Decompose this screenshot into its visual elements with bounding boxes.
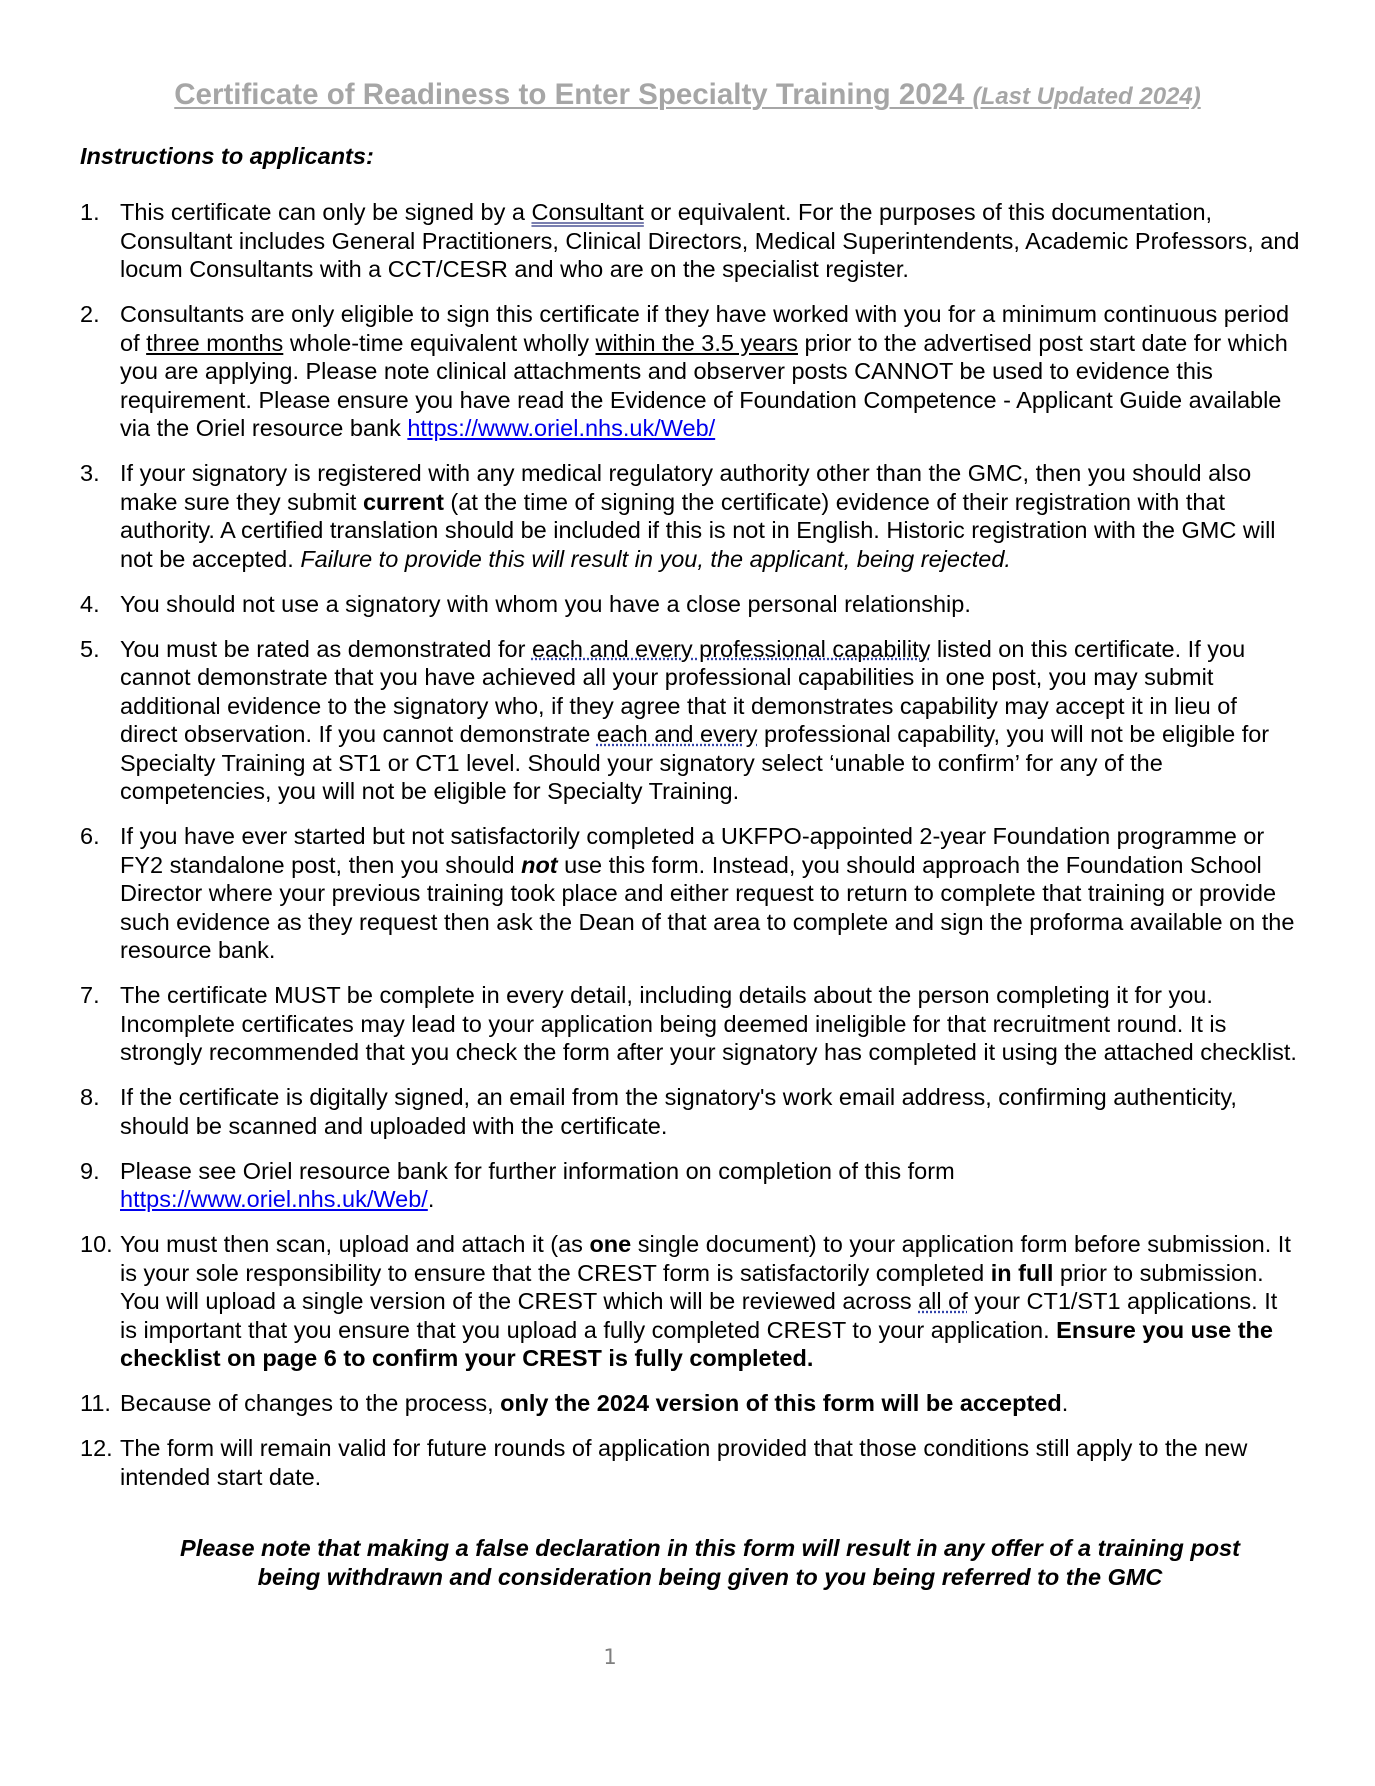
item-text: You must then scan, upload and attach it (as: [120, 1231, 590, 1257]
item-number: 2.: [80, 301, 100, 327]
item-text-underlined: each and every professional capability: [531, 635, 931, 662]
item-text: whole-time equivalent wholly: [283, 329, 596, 356]
item-text: your CT1/ST1 applications. It is important that you ensure that you upload a fully completed CREST to your application.: [120, 1288, 1278, 1343]
item-text: or equivalent. For the purposes of this documentation, Consultant includes General Practitioners, Clinical Directors, Medical Superintendents, Academic Professors, and locum Consultants with a CCT/CESR and who are on the specialist register.: [120, 199, 1300, 282]
item-text-bold-italic: not: [521, 851, 558, 878]
item-text: listed on this certificate. If you cannot demonstrate that you have achieved all your professional capabilities in one post, you may submit additional evidence to the signatory who, if they agree that it demonstrates capability may accept it in lieu of direct observation. If you cannot demonstrate: [120, 635, 1246, 747]
title-main: Certificate of Readiness to Enter Specialty Training 2024: [174, 78, 965, 111]
oriel-resource-link[interactable]: https://www.oriel.nhs.uk/Web/: [407, 415, 716, 441]
item-text-underlined: three months: [146, 329, 284, 356]
item-number: 10.: [80, 1231, 113, 1257]
item-number: 8.: [80, 1084, 100, 1110]
item-text: If the certificate is digitally signed, an email from the signatory's work email address, confirming authenticity, should be scanned and uploaded with the certificate.: [120, 1084, 1237, 1139]
list-item-9: [80, 1157, 1300, 1214]
item-text: This certificate can only be signed by a: [120, 199, 532, 225]
document-title: [0, 78, 1375, 112]
item-number: 1.: [80, 199, 100, 225]
item-text: The certificate MUST be complete in every detail, including details about the person completing it for you. Incomplete certificates may lead to your application being deemed ineligible for that recruitment round. It is strongly recommended that you check the form after your signatory has completed it using the attached checklist.: [120, 982, 1297, 1065]
item-text-bold: Ensure you use the checklist on page 6 to confirm your CREST is fully completed: [120, 1316, 1273, 1371]
list-item-6: [80, 822, 1300, 965]
item-text: If you have ever started but not satisfactorily completed a UKFPO-appointed 2-year Foundation programme or FY2 standalone post, then you should: [120, 823, 1265, 878]
list-item-10: [80, 1230, 1300, 1373]
warning-line: Please note that making a false declaration in this form will result in any offer of a training post: [180, 1535, 1240, 1561]
item-number: 9.: [80, 1157, 100, 1184]
item-text: prior to the advertised post start date for which you are applying. Please note clinical attachments and observer posts CANNOT be used to evidence this requirement. Please ensure you have read the Evidence of Foundation Competence - Applicant Guide available via the Oriel resource bank: [120, 329, 1288, 441]
item-text: If your signatory is registered with any medical regulatory authority other than the GMC, then you should also make sure they submit: [120, 460, 1252, 515]
false-declaration-warning: [80, 1534, 1340, 1592]
item-text-bold: current: [362, 488, 444, 515]
item-number: 4.: [80, 590, 100, 617]
item-text-bold: in full: [990, 1259, 1054, 1286]
item-text-underlined: Consultant: [531, 199, 644, 225]
list-item-1: [80, 198, 1300, 284]
item-text-underlined: all of: [918, 1288, 968, 1314]
item-text-italic: Failure to provide this will result in you, the applicant, being rejected.: [300, 545, 1011, 572]
item-text: Consultants are only eligible to sign this certificate if they have worked with you for a minimum continuous period of: [120, 301, 1290, 356]
oriel-resource-link[interactable]: https://www.oriel.nhs.uk/Web/: [120, 1186, 428, 1212]
item-number: 5.: [80, 635, 100, 662]
list-item-3: [80, 459, 1300, 573]
item-text: .: [427, 1186, 435, 1212]
list-item-2: [80, 300, 1300, 443]
item-number: 6.: [80, 823, 100, 849]
item-text: (at the time of signing the certificate) evidence of their registration with that authority. A certified translation should be included if this is not in English. Historic registration with the GMC will not be accepted.: [120, 488, 1276, 572]
item-text: The form will remain valid for future rounds of application provided that those conditions still apply to the new intended start date.: [120, 1435, 1248, 1490]
item-number: 3.: [80, 460, 100, 486]
instructions-heading: Instructions to applicants:: [80, 143, 374, 169]
item-text: professional capability, you will not be eligible for Specialty Training at ST1 or CT1 level. Should your signatory select ‘unable to confirm’ for any of the competencies, you will not be eligible for Specialty Training.: [120, 721, 1270, 804]
item-text: use this form. Instead, you should approach the Foundation School Director where your previous training took place and either request to return to complete that training or provide such evidence as they request then ask the Dean of that area to complete and sign the proforma available on the resource bank.: [120, 851, 1295, 963]
list-item-11: [80, 1389, 1300, 1418]
warning-line: being withdrawn and consideration being given to you being referred to the GMC: [257, 1564, 1163, 1590]
list-item-8: [80, 1083, 1300, 1140]
page-number: 1: [603, 1645, 617, 1669]
list-item-12: [80, 1434, 1300, 1491]
item-text-underlined: each and every: [596, 721, 758, 747]
item-text: single document) to your application form before submission. It is your sole responsibility to ensure that the CREST form is satisfactorily completed: [120, 1231, 1291, 1286]
item-text-bold: only the 2024 version of this form will be accepted: [500, 1390, 1062, 1416]
item-text: You should not use a signatory with whom you have a close personal relationship.: [120, 590, 971, 617]
list-item-5: [80, 635, 1300, 806]
item-text: prior to submission. You will upload a single version of the CREST which will be reviewed across: [120, 1259, 1264, 1314]
item-number: 11.: [80, 1390, 111, 1416]
item-number: 12.: [80, 1435, 113, 1461]
item-text: Please see Oriel resource bank for further information on completion of this form: [120, 1157, 955, 1184]
item-number: 7.: [80, 982, 100, 1008]
title-last-updated: (Last Updated 2024): [972, 83, 1201, 110]
item-text: Because of changes to the process,: [120, 1390, 501, 1416]
instructions-list: [80, 198, 1300, 1508]
list-item-7: [80, 981, 1300, 1067]
item-text-bold: one: [589, 1231, 632, 1257]
item-text-bold: .: [806, 1345, 814, 1371]
item-text: .: [1061, 1390, 1069, 1416]
list-item-4: [80, 590, 1300, 619]
item-text-underlined: within the 3.5 years: [595, 329, 798, 356]
item-text: You must be rated as demonstrated for: [120, 635, 532, 662]
